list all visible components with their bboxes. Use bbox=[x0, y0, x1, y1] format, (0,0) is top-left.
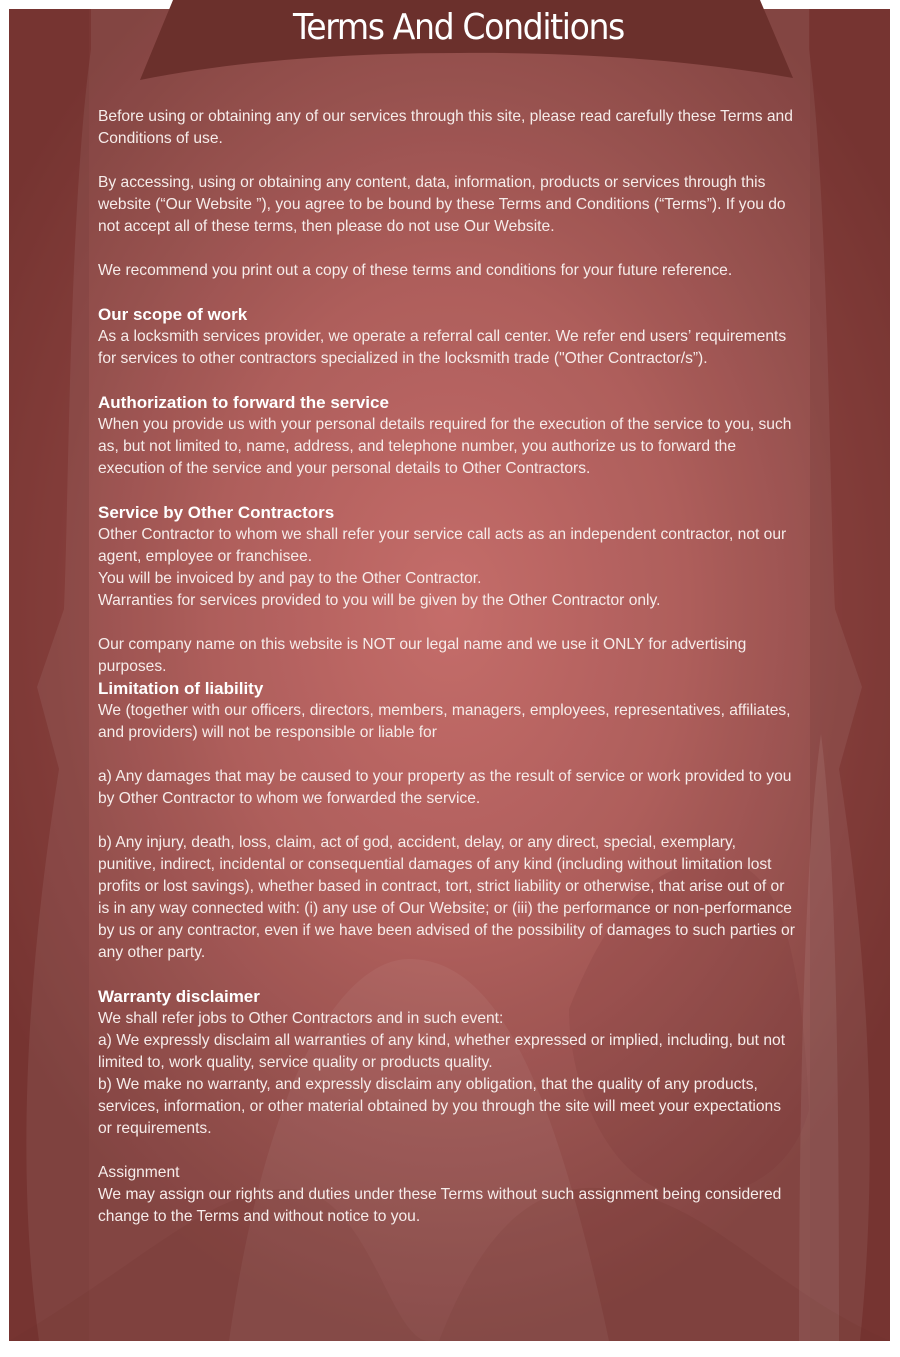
warranty-item-a: a) We expressly disclaim all warranties of any kind, whether expressed or implied, including, but not limited to, work quality, service quality or products quality. bbox=[98, 1032, 786, 1071]
section-heading-warranty: Warranty disclaimer bbox=[98, 987, 260, 1006]
section-body-service: Other Contractor to whom we shall refer your service call acts as an independent contractor, not our agent, employee or franchisee. bbox=[98, 526, 787, 565]
section-body-liability: We (together with our officers, directors, members, managers, employees, representatives, affiliates, and providers) will not be responsible or liable for bbox=[98, 702, 791, 741]
section-body-assignment: We may assign our rights and duties under these Terms without such assignment being considered change to the Terms and without notice to you. bbox=[98, 1186, 782, 1225]
company-name-note: Our company name on this website is NOT our legal name and we use it ONLY for advertising purposes. bbox=[98, 636, 747, 675]
section-body-warranty: We shall refer jobs to Other Contractors and in such event: bbox=[98, 1010, 504, 1027]
intro-paragraph: By accessing, using or obtaining any content, data, information, products or services through this website (“Our Website ”), you agree to be bound by these Terms and Conditions (“Terms”). If you do not accept all of these terms, then please do not use Our Website. bbox=[98, 174, 786, 235]
intro-paragraph: We recommend you print out a copy of these terms and conditions for your future reference. bbox=[98, 262, 733, 279]
liability-item-a: a) Any damages that may be caused to your property as the result of service or work provided to you by Other Contractor to whom we forwarded the service. bbox=[98, 768, 792, 807]
title-banner bbox=[0, 0, 900, 90]
section-body-scope: As a locksmith services provider, we operate a referral call center. We refer end users’ requirements for services to other contractors specialized in the locksmith trade ("Other Contractor/s”). bbox=[98, 328, 787, 367]
terms-content bbox=[98, 106, 798, 1228]
section-body-service: You will be invoiced by and pay to the Other Contractor. bbox=[98, 570, 482, 587]
section-heading-scope: Our scope of work bbox=[98, 305, 248, 324]
section-heading-liability: Limitation of liability bbox=[98, 679, 264, 698]
section-heading-assignment: Assignment bbox=[98, 1164, 180, 1181]
liability-item-b: b) Any injury, death, loss, claim, act of god, accident, delay, or any direct, special, exemplary, punitive, indirect, incidental or consequential damages of any kind (including without limitation lost profits or lost savings), whether based in contract, tort, strict liability or otherwise, that arise out of or is in any way connected with: (i) any use of Our Website; or (iii) the performance or non-performance by us or any contractor, even if we have been advised of the possibility of damages to such parties or any other party. bbox=[98, 834, 795, 961]
section-body-service: Warranties for services provided to you will be given by the Other Contractor only. bbox=[98, 592, 661, 609]
warranty-item-b: b) We make no warranty, and expressly disclaim any obligation, that the quality of any products, services, information, or other material obtained by you through the site will meet your expectations or requirements. bbox=[98, 1076, 782, 1137]
section-body-authorization: When you provide us with your personal details required for the execution of the service to you, such as, but not limited to, name, address, and telephone number, you authorize us to forward the execution of the service and your personal details to Other Contractors. bbox=[98, 416, 792, 477]
page-title: Terms And Conditions bbox=[292, 7, 624, 48]
section-heading-service: Service by Other Contractors bbox=[98, 503, 335, 522]
section-heading-authorization: Authorization to forward the service bbox=[98, 393, 389, 412]
intro-paragraph: Before using or obtaining any of our services through this site, please read carefully these Terms and Conditions of use. bbox=[98, 108, 793, 147]
